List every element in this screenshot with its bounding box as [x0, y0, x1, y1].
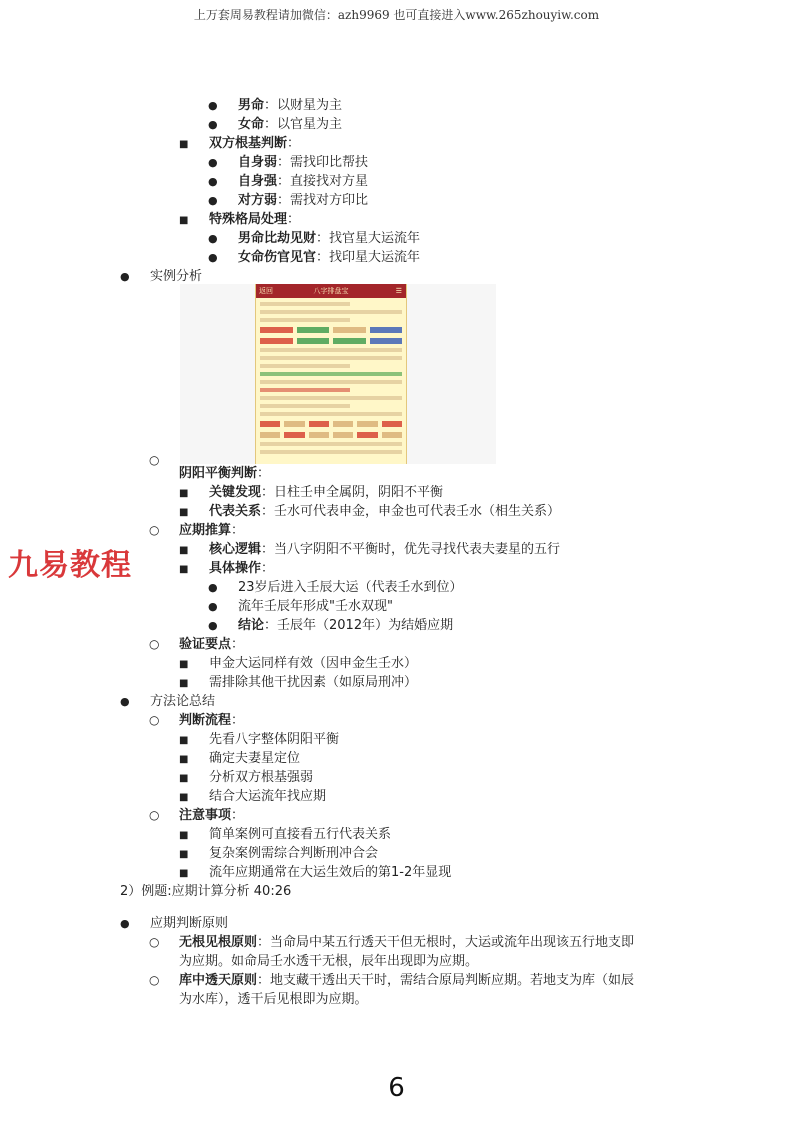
bullet-icon: ■: [179, 488, 189, 499]
list-item: ● 方法论总结: [120, 694, 216, 709]
chart-row: [260, 442, 402, 446]
pillar-row: [260, 338, 402, 344]
bullet-icon: ■: [179, 507, 189, 518]
chart-row: [260, 348, 402, 352]
list-item: ■ 具体操作：: [179, 559, 274, 578]
bullet-icon: ●: [208, 581, 218, 594]
list-item: ○ 库中透天原则：地支藏干透出天干时，需结合原局判断应期。若地支为库（如辰: [149, 973, 635, 988]
list-item: ● 自身强：直接找对方星: [208, 174, 369, 189]
list-item: ■ 需排除其他干扰因素（如原局刑冲）: [179, 673, 417, 692]
bullet-icon: ■: [179, 773, 189, 784]
chart-row: [260, 364, 350, 368]
chart-screenshot: [180, 284, 496, 464]
chart-row: [260, 372, 402, 376]
bullet-icon: ○: [149, 973, 160, 987]
bullet-icon: ●: [120, 917, 130, 930]
bullet-icon: ●: [120, 695, 130, 708]
list-item: ○ 应期推算：: [149, 523, 245, 538]
list-item: ● 流年壬辰年形成"壬水双现": [208, 599, 393, 614]
list-item: ■ 关键发现：日柱壬申全属阴，阴阳不平衡: [179, 483, 443, 502]
list-item: ■ 分析双方根基强弱: [179, 768, 313, 787]
chart-row: [260, 310, 402, 314]
bullet-icon: ■: [179, 215, 189, 226]
phone-screen: [255, 284, 407, 464]
bullet-icon: ■: [179, 545, 189, 556]
bullet-icon: ●: [208, 99, 218, 112]
list-item: ■ 代表关系：壬水可代表申金，申金也可代表壬水（相生关系）: [179, 502, 560, 521]
list-item: ■ 简单案例可直接看五行代表关系: [179, 825, 391, 844]
luck-row: [260, 421, 402, 427]
bullet-icon: ●: [208, 156, 218, 169]
bullet-icon: ●: [208, 175, 218, 188]
page-number: 6: [388, 1073, 405, 1103]
bullet-icon: ■: [179, 868, 189, 879]
chart-row: [260, 396, 402, 400]
bullet-icon: ■: [179, 735, 189, 746]
bullet-icon: ○: [149, 453, 160, 467]
app-title: 八字排盘宝: [313, 287, 349, 295]
list-item: ● 23岁后进入壬辰大运（代表壬水到位）: [208, 580, 463, 595]
watermark-logo: 九易教程: [8, 548, 132, 583]
app-title-bar: [256, 284, 406, 298]
bullet-icon: ●: [208, 118, 218, 131]
bullet-icon: ■: [179, 678, 189, 689]
list-item: ■ 确定夫妻星定位: [179, 749, 300, 768]
chart-row: [260, 302, 350, 306]
list-item: ● 实例分析: [120, 269, 203, 284]
list-item: ● 对方弱：需找对方印比: [208, 193, 369, 208]
list-item: ● 女命：以官星为主: [208, 117, 343, 132]
pillar-row: [260, 327, 402, 333]
list-item-continuation: 为水库），透干后见根即为应期。: [179, 992, 368, 1007]
bullet-icon: ○: [149, 523, 160, 537]
list-item: ■ 结合大运流年找应期: [179, 787, 326, 806]
list-item: ○ 验证要点：: [149, 637, 245, 652]
chart-row: [260, 356, 402, 360]
luck-row: [260, 432, 402, 438]
bullet-icon: ■: [179, 754, 189, 765]
bullet-icon: ●: [208, 600, 218, 613]
list-item: ■ 先看八字整体阴阳平衡: [179, 730, 339, 749]
chart-row: [260, 380, 402, 384]
bullet-icon: ■: [179, 139, 189, 150]
chart-row: [260, 412, 402, 416]
bullet-icon: ●: [120, 270, 130, 283]
chart-row: [260, 450, 402, 454]
bullet-icon: ○: [149, 935, 160, 949]
bullet-icon: ■: [179, 792, 189, 803]
bullet-icon: ○: [149, 808, 160, 822]
bullet-icon: ○: [149, 637, 160, 651]
list-item-continuation: 为应期。如命局壬水透干无根，辰年出现即为应期。: [179, 954, 479, 969]
list-item: ■ 双方根基判断：: [179, 134, 300, 153]
list-item: ■ 流年应期通常在大运生效后的第1-2年显现: [179, 863, 451, 882]
list-item: ○ 无根见根原则：当命局中某五行透天干但无根时，大运或流年出现该五行地支即: [149, 935, 635, 950]
list-item: ■ 申金大运同样有效（因申金生壬水）: [179, 654, 417, 673]
list-item: ● 女命伤官见官：找印星大运流年: [208, 250, 421, 265]
list-item: ■ 特殊格局处理：: [179, 210, 300, 229]
back-button: 返回: [259, 287, 273, 295]
section-heading: 2）例题:应期计算分析 40:26: [120, 884, 292, 899]
bullet-icon: ■: [179, 849, 189, 860]
list-item: ○ 注意事项：: [149, 808, 245, 823]
list-item: ● 结论：壬辰年（2012年）为结婚应期: [208, 618, 454, 633]
list-item: ● 男命：以财星为主: [208, 98, 343, 113]
list-item: 阴阳平衡判断：: [179, 466, 271, 481]
bullet-icon: ●: [208, 619, 218, 632]
bullet-icon: ■: [179, 564, 189, 575]
list-item: ● 男命比劫见财：找官星大运流年: [208, 231, 421, 246]
bullet-icon: ○: [149, 713, 160, 727]
bullet-icon: ■: [179, 830, 189, 841]
chart-row: [260, 318, 350, 322]
list-item: ● 自身弱：需找印比帮扶: [208, 155, 369, 170]
bullet-icon: ■: [179, 659, 189, 670]
page-header: 上万套周易教程请加微信：azh9969 也可直接进入www.265zhouyiw.com: [193, 8, 600, 22]
bullet-icon: ●: [208, 194, 218, 207]
list-item: ○ 判断流程：: [149, 713, 245, 728]
bullet-icon: ●: [208, 232, 218, 245]
chart-row: [260, 388, 350, 392]
menu-icon: ☰: [395, 287, 402, 295]
chart-row: [260, 404, 350, 408]
list-item: ■ 复杂案例需综合判断刑冲合会: [179, 844, 378, 863]
bullet-icon: ●: [208, 251, 218, 264]
list-item: ■ 核心逻辑：当八字阴阳不平衡时，优先寻找代表夫妻星的五行: [179, 540, 560, 559]
list-item: ● 应期判断原则: [120, 916, 229, 931]
